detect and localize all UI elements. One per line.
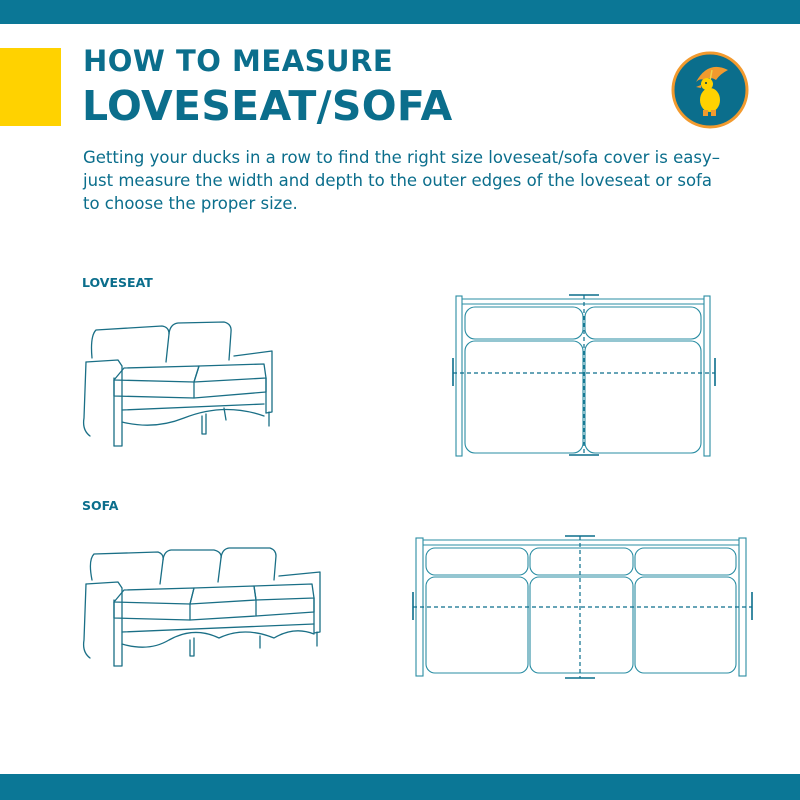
sofa-plan-view xyxy=(405,528,765,683)
loveseat-label: LOVESEAT xyxy=(82,275,153,290)
duck-logo-icon xyxy=(670,50,750,130)
sofa-label: SOFA xyxy=(82,498,119,513)
intro-text: Getting your ducks in a row to find the right size loveseat/sofa cover is easy–just measure the width and depth to the outer edges of the loveseat or sofa to choose the proper size. xyxy=(83,148,720,213)
title-line-2: LOVESEAT/SOFA xyxy=(82,82,453,130)
top-brand-bar xyxy=(0,0,800,24)
bottom-brand-bar xyxy=(0,774,800,800)
loveseat-illustration xyxy=(74,318,279,453)
sofa-illustration xyxy=(74,542,329,672)
yellow-accent-block xyxy=(0,48,61,126)
loveseat-plan-view xyxy=(445,288,730,463)
title-line-1: HOW TO MEASURE xyxy=(83,44,394,78)
